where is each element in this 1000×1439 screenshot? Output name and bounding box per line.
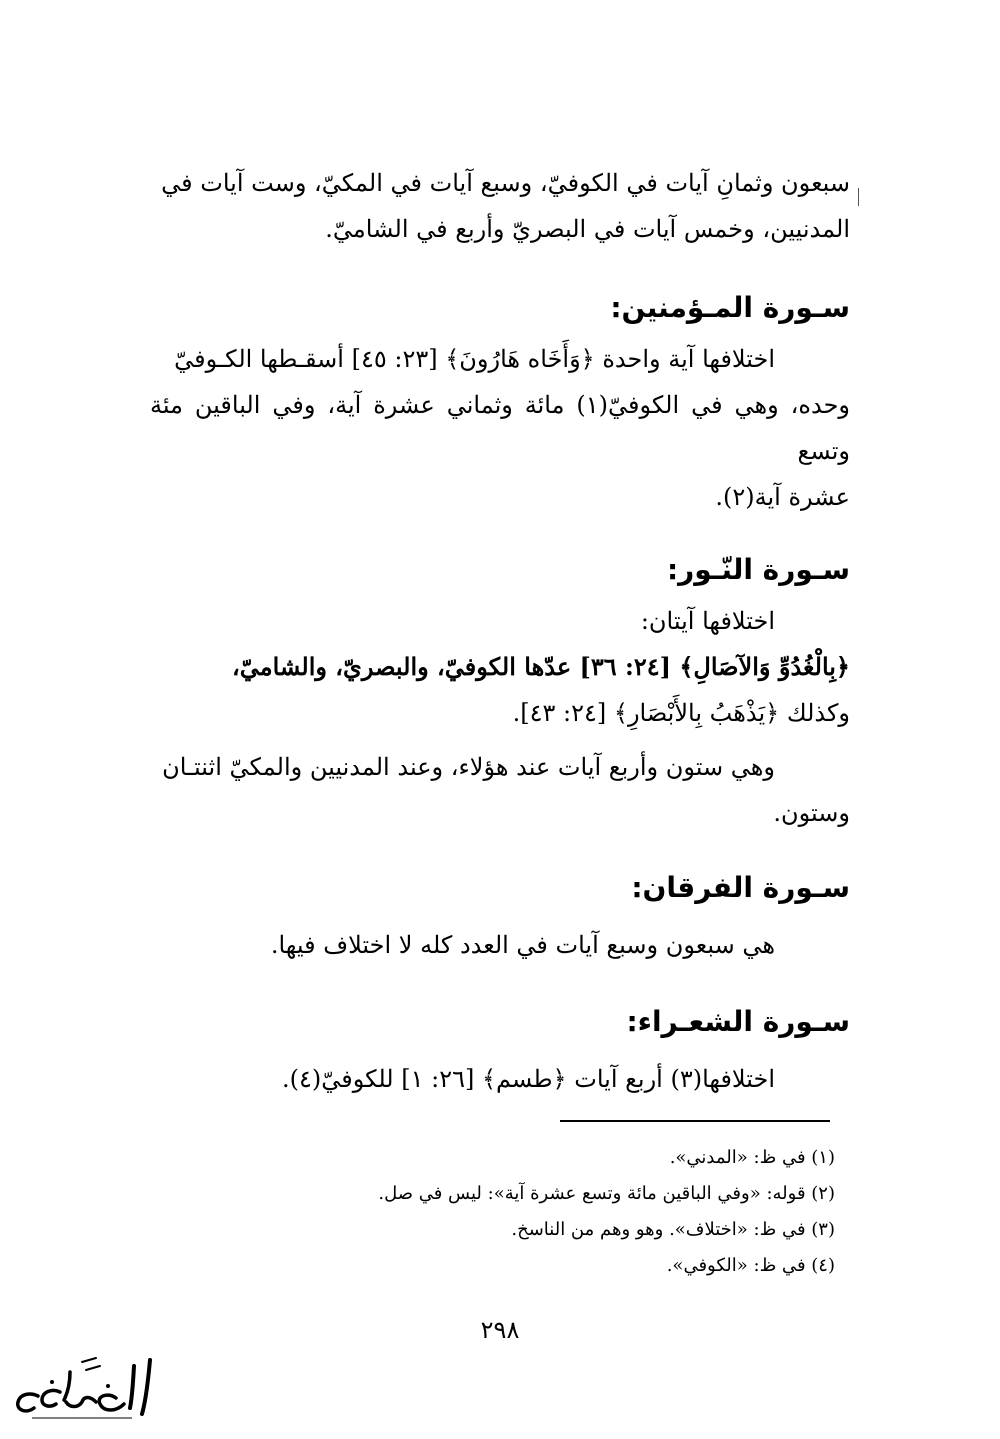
nur-line-2: وكذلك ﴿يَذْهَبُ بِالأَبْصَارِ﴾ [٢٤: ٤٣]. <box>512 699 850 727</box>
calligraphy-logo <box>12 1352 157 1422</box>
main-text <box>150 160 850 1102</box>
footnote-2: (٢) قوله: «وفي الباقين مائة وتسع عشرة آية»: ليس في صل. <box>378 1183 835 1204</box>
margin-hairline <box>858 188 859 206</box>
footnote-separator <box>560 1120 830 1122</box>
heading-ash-shuara: سـورة الشعـراء: <box>626 1005 850 1038</box>
muminun-line-3: عشرة آية(٢). <box>715 483 850 511</box>
footnotes <box>330 1140 835 1284</box>
muminun-line-1: اختلافها آية واحدة ﴿وَأَخَاه هَارُونَ﴾ [٢٣: ٤٥] أسقـطها الكـوفيّ <box>174 345 775 373</box>
heading-an-nur: سـورة النّـور: <box>666 553 850 586</box>
heading-al-muminun: سـورة المـؤمنين: <box>610 291 850 324</box>
footnote-4: (٤) في ظ: «الكوفي». <box>666 1255 835 1276</box>
nur-line-1: ﴿بِالْغُدُوِّ وَالآصَالِ﴾ [٢٤: ٣٦] عدّها الكوفيّ، والبصريّ، والشاميّ، <box>232 652 850 681</box>
muminun-line-2: وحده، وهي في الكوفيّ(١) مائة وثماني عشرة آية، وفي الباقين مئة وتسع <box>150 391 850 465</box>
page-number: ٢٩٨ <box>480 1316 520 1344</box>
footnote-1: (١) في ظ: «المدني». <box>669 1147 835 1168</box>
nur-line-4: وستون. <box>773 799 850 827</box>
furqan-line-1: هي سبعون وسبع آيات في العدد كله لا اختلاف فيها. <box>270 931 775 959</box>
heading-al-furqan: سـورة الفرقان: <box>631 871 850 904</box>
footnote-3: (٣) في ظ: «اختلاف». وهو وهم من الناسخ. <box>511 1219 835 1240</box>
intro-line-1: سبعون وثمانِ آيات في الكوفيّ، وسبع آيات في المكيّ، وست آيات في <box>161 169 850 197</box>
nur-line-3: وهي ستون وأربع آيات عند هؤلاء، وعند المدنيين والمكيّ اثنتـان <box>162 753 775 781</box>
intro-line-2: المدنيين، وخمس آيات في البصريّ وأربع في الشاميّ. <box>325 215 850 243</box>
nur-intro: اختلافها آيتان: <box>640 607 775 635</box>
shuara-line-1: اختلافها(٣) أربع آيات ﴿طسم﴾ [٢٦: ١] للكوفيّ(٤). <box>281 1065 775 1093</box>
